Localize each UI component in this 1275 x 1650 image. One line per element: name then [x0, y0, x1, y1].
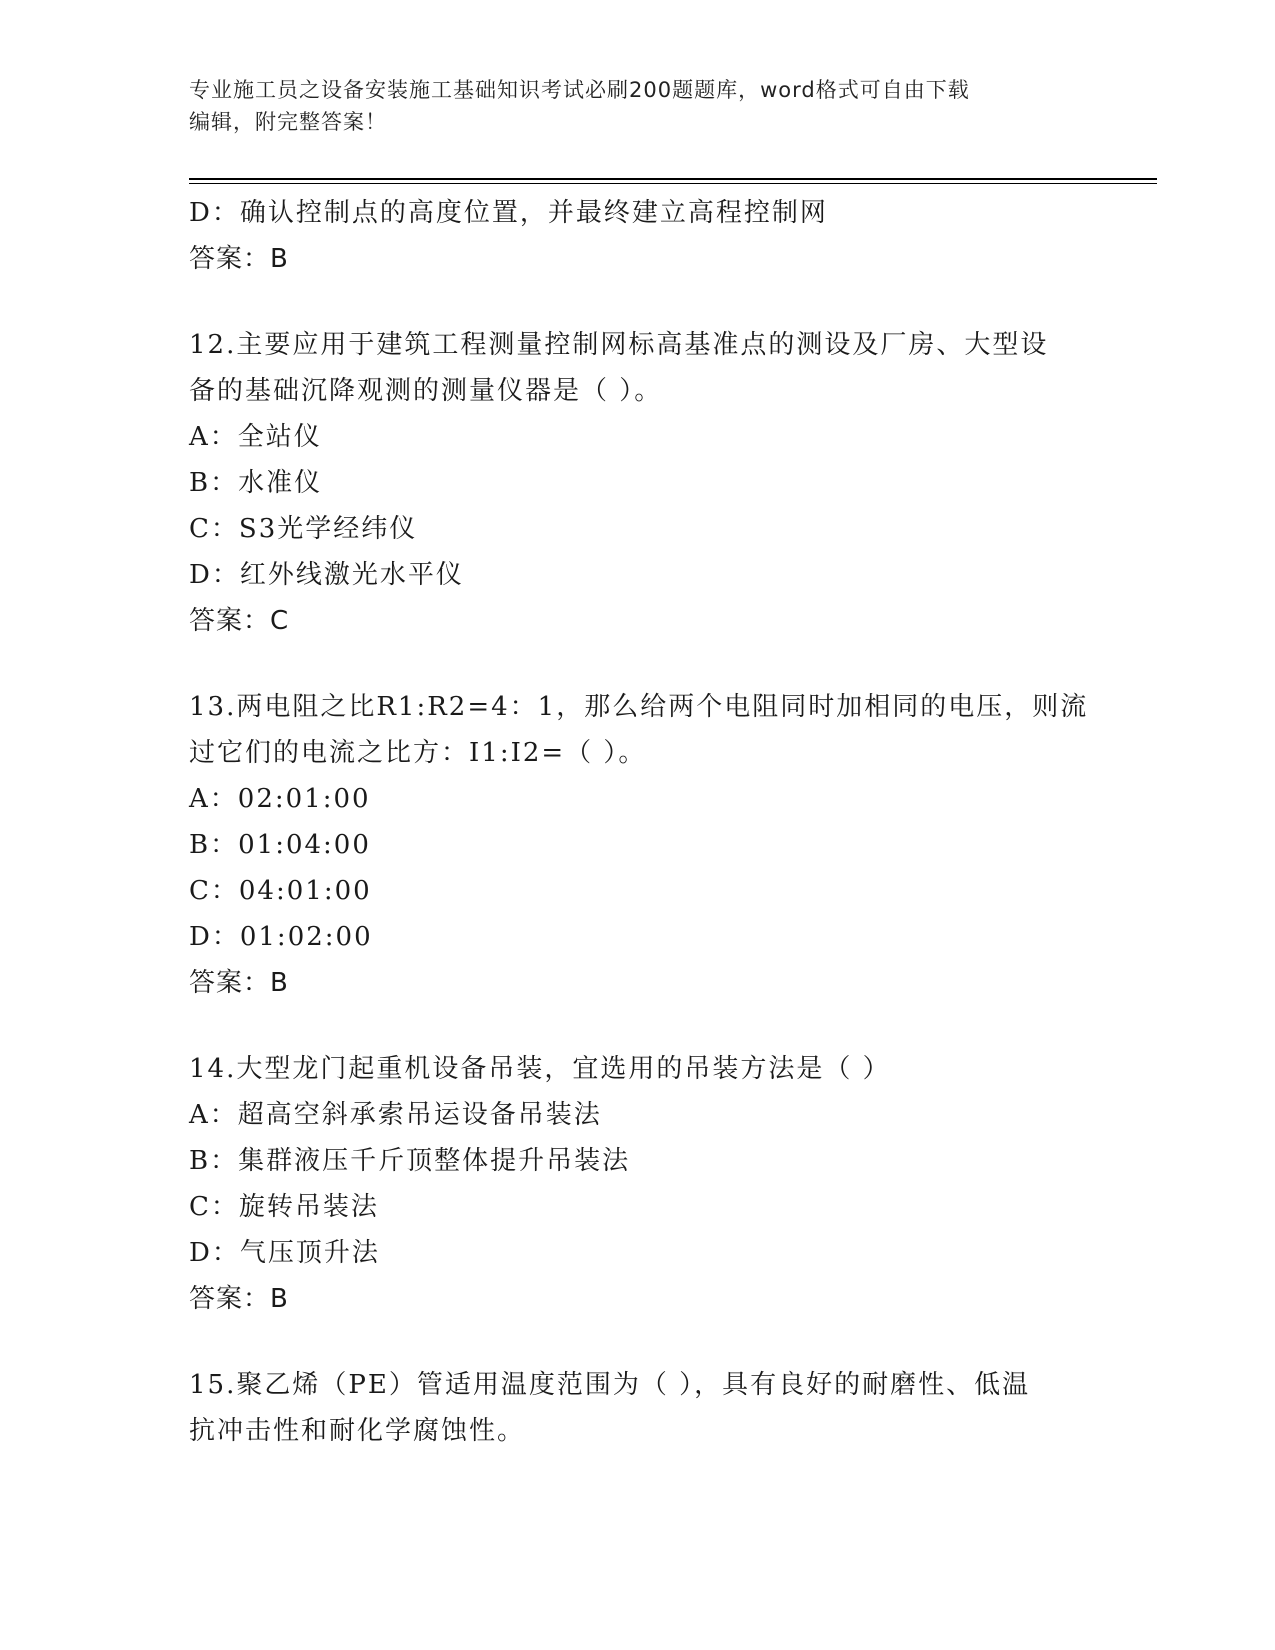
- header-divider-thin: [189, 183, 1157, 184]
- question-14: [189, 1046, 1089, 1322]
- option-b: B：集群液压千斤顶整体提升吊装法: [189, 1146, 631, 1176]
- option-b: B：01:04:00: [189, 830, 371, 860]
- option-c: C：S3光学经纬仪: [189, 514, 418, 544]
- question-stem-line-1: 12.主要应用于建筑工程测量控制网标高基准点的测设及厂房、大型设: [189, 330, 1049, 360]
- question-15: [189, 1362, 1089, 1454]
- question-stem-line-2: 抗冲击性和耐化学腐蚀性。: [189, 1416, 526, 1446]
- question-stem-line-1: 14.大型龙门起重机设备吊装，宜选用的吊装方法是（ ）: [189, 1054, 891, 1084]
- header-line-2: 编辑，附完整答案！: [189, 110, 387, 134]
- option-a: A：超高空斜承索吊运设备吊装法: [189, 1100, 602, 1130]
- option-a: A：全站仪: [189, 422, 322, 452]
- question-13: [189, 684, 1089, 1006]
- option-c: C：旋转吊装法: [189, 1192, 379, 1222]
- question-stem-line-2: 过它们的电流之比方：I1:I2=（ ）。: [189, 738, 647, 768]
- option-d: D：红外线激光水平仪: [189, 560, 464, 590]
- answer-line: 答案：B: [189, 1284, 289, 1314]
- option-a: A：02:01:00: [189, 784, 371, 814]
- question-12: [189, 322, 1089, 644]
- answer-line: 答案：B: [189, 244, 289, 274]
- question-stem-line-1: 15.聚乙烯（PE）管适用温度范围为（ ），具有良好的耐磨性、低温: [189, 1370, 1031, 1400]
- option-d: D：01:02:00: [189, 922, 373, 952]
- previous-question-tail: [189, 190, 1089, 282]
- document-header: [189, 74, 1089, 138]
- header-line-1: 专业施工员之设备安装施工基础知识考试必刷200题题库，word格式可自由下载: [189, 78, 970, 102]
- answer-line: 答案：C: [189, 606, 290, 636]
- document-body: [189, 190, 1089, 1454]
- option-c: C：04:01:00: [189, 876, 372, 906]
- option-d: D：确认控制点的高度位置，并最终建立高程控制网: [189, 198, 828, 228]
- option-b: B：水准仪: [189, 468, 323, 498]
- question-stem-line-2: 备的基础沉降观测的测量仪器是（ ）。: [189, 376, 663, 406]
- question-stem-line-1: 13.两电阻之比R1:R2=4：1，那么给两个电阻同时加相同的电压，则流: [189, 692, 1089, 722]
- option-d: D：气压顶升法: [189, 1238, 380, 1268]
- answer-line: 答案：B: [189, 968, 289, 998]
- header-divider-thick: [189, 178, 1157, 180]
